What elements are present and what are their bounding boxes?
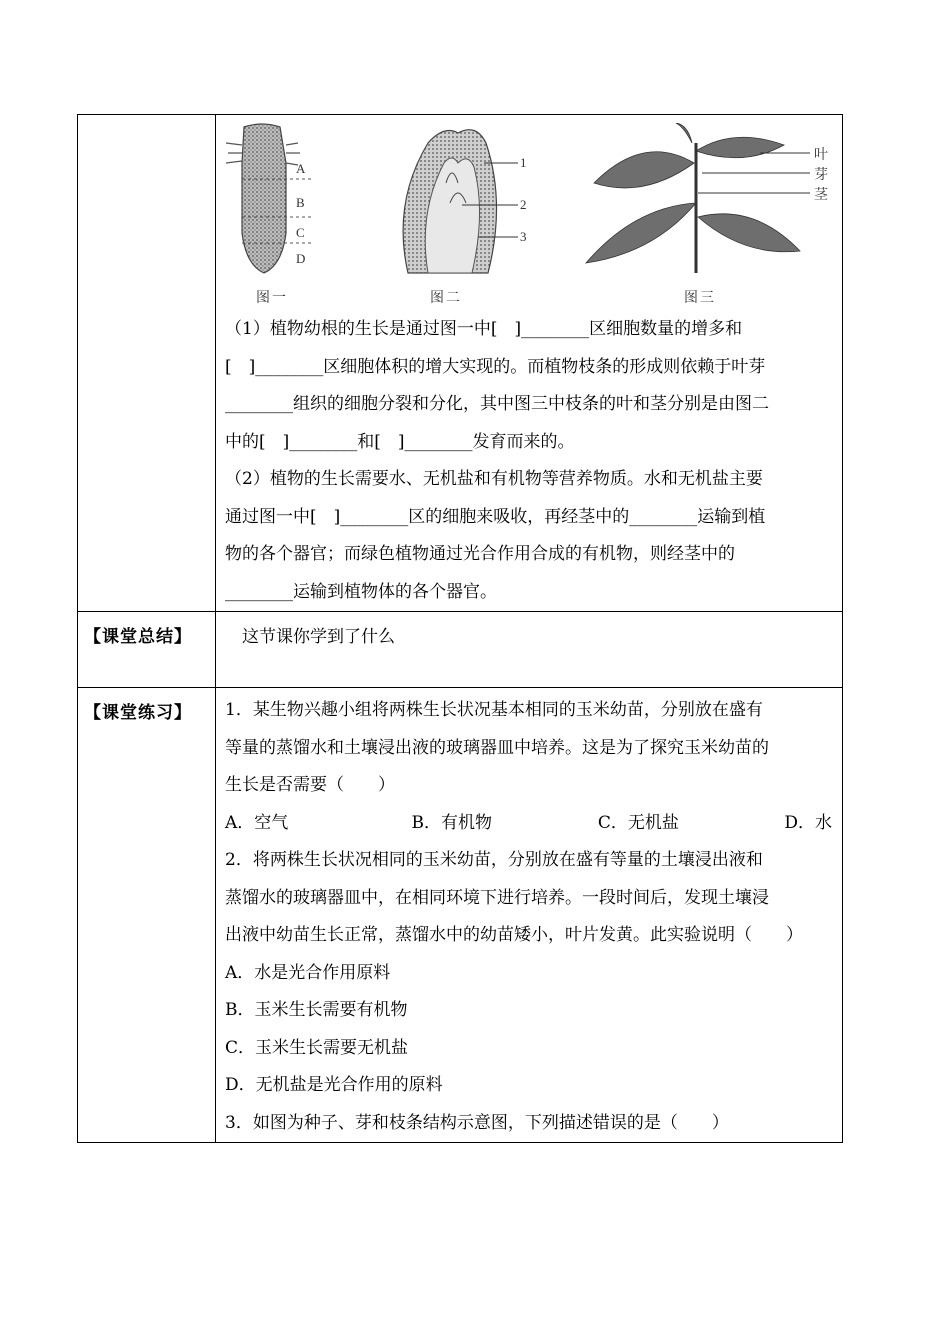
q1-option-d[interactable]: D．水 — [784, 812, 832, 833]
q2-option-d[interactable]: D．无机盐是光合作用的原料 — [225, 1075, 443, 1095]
fig1-label-a: A — [296, 161, 306, 176]
q1-line: 等量的蒸馏水和土壤浸出液的玻璃器皿中培养。这是为了探究玉米幼苗的 — [225, 737, 769, 758]
fig2-caption: 图二 — [430, 290, 462, 306]
question-line: （2）植物的生长需要水、无机盐和有机物等营养物质。水和无机盐主要 — [225, 469, 763, 489]
fig1-label-d: D — [296, 251, 306, 266]
practice-row — [78, 688, 843, 1143]
q2-option-c[interactable]: C．玉米生长需要无机盐 — [225, 1037, 409, 1058]
fig2-label-2: 2 — [520, 197, 527, 212]
q1-option-b[interactable]: B．有机物 — [411, 812, 492, 833]
q1-line: 1．某生物兴趣小组将两株生长状况基本相同的玉米幼苗，分别放在盛有 — [225, 700, 763, 720]
question-line: ________运输到植物体的各个器官。 — [225, 581, 497, 602]
practice-label: 【课堂练习】 — [84, 703, 192, 723]
fig3-label-stem: 茎 — [814, 187, 828, 203]
practice-label-cell — [78, 688, 216, 1143]
q2-line: 出液中幼苗生长正常，蒸馏水中的幼苗矮小，叶片发黄。此实验说明（ ） — [225, 925, 803, 945]
q1-line: 生长是否需要（ ） — [225, 775, 395, 795]
q2-option-b[interactable]: B．玉米生长需要有机物 — [225, 1000, 408, 1020]
summary-row — [78, 612, 843, 688]
empty-label-cell — [78, 115, 216, 612]
question-row — [78, 115, 843, 612]
figure-row — [216, 115, 842, 311]
q2-line: 2．将两株生长状况相同的玉米幼苗，分别放在盛有等量的土壤浸出液和 — [225, 850, 763, 870]
worksheet — [77, 114, 840, 1143]
root-tip-figure — [224, 123, 334, 291]
question-line: [ ]________区细胞体积的增大实现的。而植物枝条的形成则依赖于叶芽 — [225, 356, 766, 377]
summary-label: 【课堂总结】 — [84, 627, 192, 647]
worksheet-table — [77, 114, 843, 1143]
fig3-label-bud: 芽 — [814, 167, 828, 183]
question-line: ________组织的细胞分裂和分化，其中图三中枝条的叶和茎分别是由图二 — [225, 394, 769, 414]
fig1-label-c: C — [296, 225, 305, 240]
fig1-label-b: B — [296, 195, 305, 210]
q1-option-a[interactable]: A．空气 — [225, 812, 289, 833]
fig1-caption: 图一 — [256, 290, 288, 306]
question-line: 中的[ ]________和[ ]________发育而来的。 — [225, 431, 575, 452]
question-line: 物的各个器官；而绿色植物通过光合作用合成的有机物，则经茎中的 — [225, 544, 735, 564]
q1-option-c[interactable]: C．无机盐 — [597, 812, 679, 833]
q1-options — [216, 805, 842, 843]
summary-label-cell — [78, 612, 216, 688]
branch-figure — [584, 123, 836, 291]
question-content — [216, 115, 843, 612]
fig3-label-leaf: 叶 — [814, 147, 828, 163]
question-line: 通过图一中[ ]________区的细胞来吸收，再经茎中的________运输到植 — [225, 506, 766, 527]
practice-content — [216, 688, 843, 1143]
q3-line: 3．如图为种子、芽和枝条结构示意图，下列描述错误的是（ ） — [225, 1112, 729, 1133]
fig2-label-1: 1 — [520, 155, 527, 170]
summary-content — [216, 612, 843, 688]
bud-section-figure — [388, 123, 528, 291]
question-line: （1）植物幼根的生长是通过图一中[ ]________区细胞数量的增多和 — [225, 319, 743, 339]
summary-prompt: 这节课你学到了什么 — [242, 627, 395, 647]
q2-line: 蒸馏水的玻璃器皿中，在相同环境下进行培养。一段时间后，发现土壤浸 — [225, 887, 769, 908]
fig2-label-3: 3 — [520, 229, 527, 244]
q2-option-a[interactable]: A．水是光合作用原料 — [225, 962, 391, 983]
fig3-caption: 图三 — [684, 290, 716, 306]
